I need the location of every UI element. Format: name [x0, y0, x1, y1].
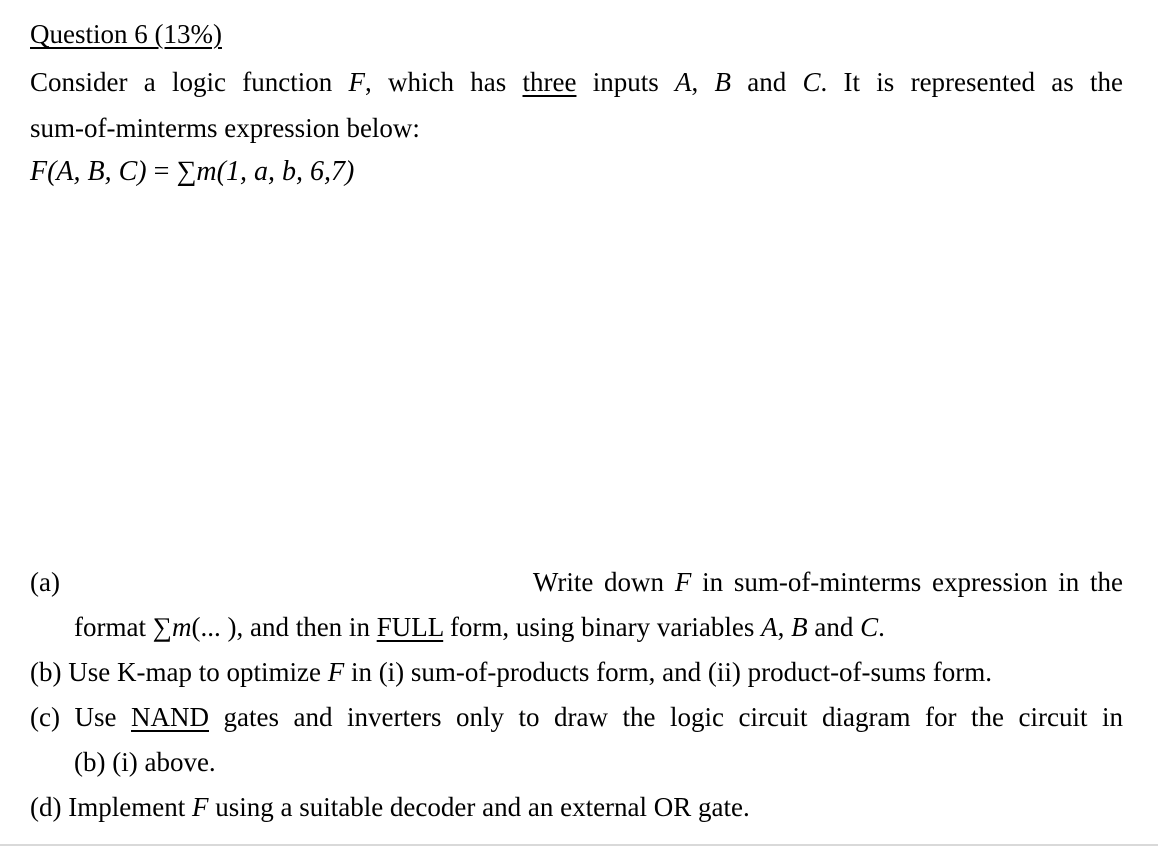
formula-lhs: F(A, B, C)	[30, 156, 147, 187]
part-c-text-seg: gates and inverters only to draw the logic circuit diagram for the circuit in	[209, 702, 1123, 732]
intro-text: and	[731, 67, 803, 97]
intro-text: . It is represented as the	[820, 67, 1124, 97]
part-d-text-seg: using a suitable decoder and an external OR gate.	[208, 792, 750, 822]
var-A: A	[675, 67, 692, 97]
part-b-text-seg: in (i) sum-of-products form, and (ii) product-of-sums form.	[344, 657, 993, 687]
part-a-text-seg: and	[807, 612, 861, 642]
formula-rhs: m(1, a, b, 6,7)	[196, 156, 355, 187]
part-a-text-seg: ,	[777, 612, 792, 642]
part-b-text-seg: (b) Use K-map to optimize	[30, 657, 328, 687]
part-c-text-seg: (c) Use	[30, 702, 131, 732]
var-A: A	[761, 612, 778, 642]
underlined-three: three	[522, 67, 577, 97]
var-B: B	[791, 612, 808, 642]
var-C: C	[860, 612, 879, 642]
part-a-label: (a)	[30, 567, 60, 597]
intro-text: ,	[691, 67, 715, 97]
intro-line-2: sum-of-minterms expression below:	[30, 113, 420, 143]
minterm-formula	[30, 150, 354, 194]
part-a-line-2	[74, 605, 885, 649]
sigma-symbol: ∑	[152, 612, 172, 642]
intro-text: inputs	[576, 67, 675, 97]
part-a-text	[533, 560, 1123, 604]
underlined-full: FULL	[376, 612, 444, 642]
var-F: F	[191, 792, 209, 822]
intro-line-1	[30, 60, 1123, 104]
part-b	[30, 650, 992, 694]
underlined-nand: NAND	[131, 702, 209, 732]
part-c-line-1	[30, 695, 1123, 739]
formula-equals: =	[146, 156, 177, 187]
part-d-text-seg: (d) Implement	[30, 792, 192, 822]
intro-text: , which has	[364, 67, 523, 97]
part-a-text-seg: format	[74, 612, 153, 642]
intro-text: Consider a logic function	[30, 67, 349, 97]
question-title: Question 6 (13%)	[30, 19, 222, 49]
var-F: F	[327, 657, 345, 687]
part-a-text-seg: form, using binary variables	[443, 612, 762, 642]
var-B: B	[714, 67, 732, 97]
part-a-text-seg: .	[878, 612, 885, 642]
var-C: C	[802, 67, 821, 97]
part-a-text-seg: in sum-of-minterms expression in the	[691, 567, 1123, 597]
var-F: F	[348, 67, 365, 97]
page-bottom-divider	[0, 844, 1158, 846]
part-a-text-seg: Write down	[532, 567, 675, 597]
part-d	[30, 785, 750, 829]
var-m: m	[171, 612, 192, 642]
question-document	[30, 0, 1123, 852]
sigma-symbol: ∑	[176, 156, 197, 187]
part-a-text-seg: (... ), and then in	[191, 612, 377, 642]
part-c-line-2: (b) (i) above.	[74, 747, 216, 777]
var-F: F	[674, 567, 692, 597]
